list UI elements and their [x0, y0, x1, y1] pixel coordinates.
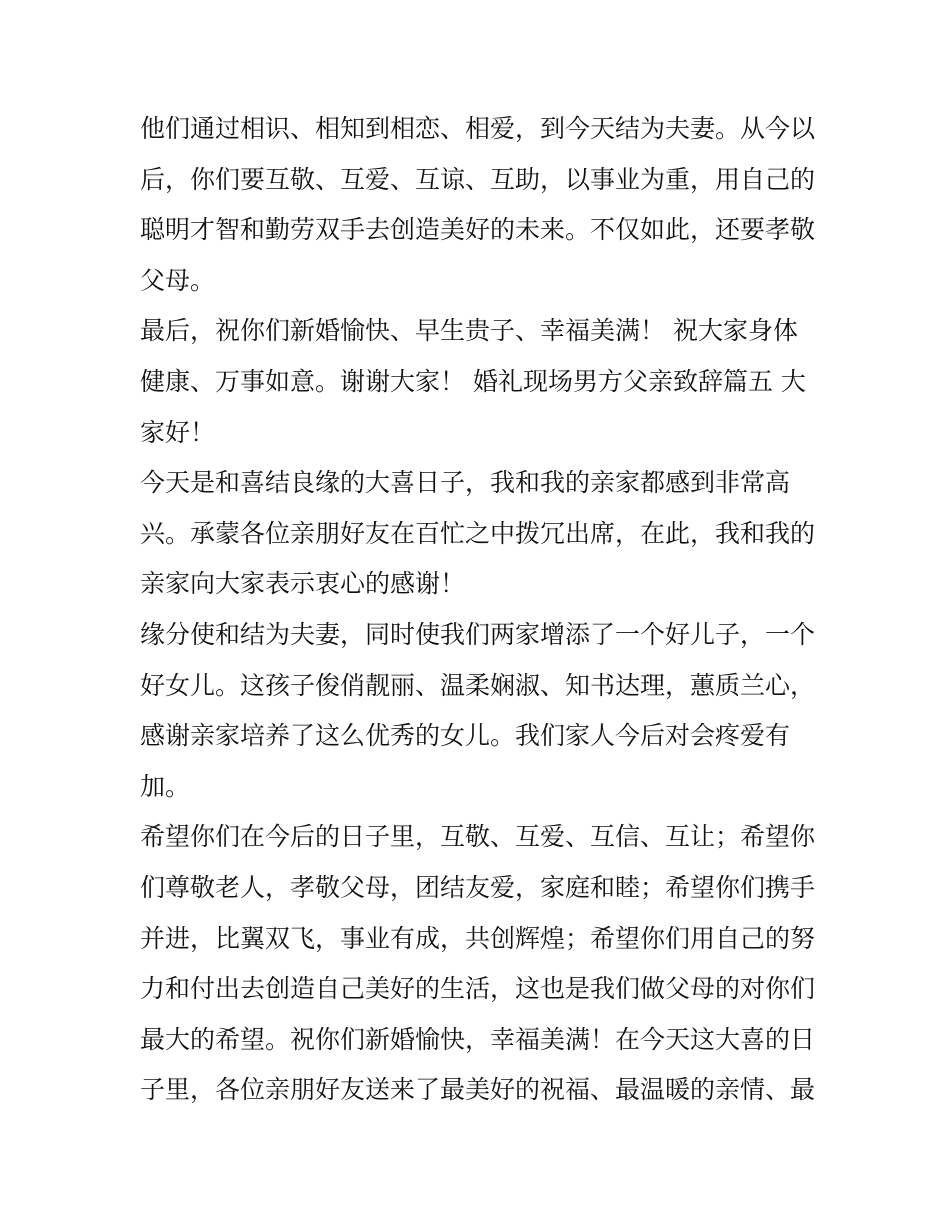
- text-line: 希望你们在今后的日子里，互敬、互爱、互信、互让；希望你: [140, 822, 816, 852]
- text-line: 加。: [140, 771, 191, 801]
- text-line: 最大的希望。祝你们新婚愉快，幸福美满！在今天这大喜的日: [140, 1024, 816, 1054]
- text-line: 今天是和喜结良缘的大喜日子，我和我的亲家都感到非常高: [140, 468, 791, 498]
- document-body: [140, 104, 820, 1116]
- text-line: 后，你们要互敬、互爱、互谅、互助，以事业为重，用自己的: [140, 164, 816, 194]
- text-line: 亲家向大家表示衷心的感谢！: [140, 569, 466, 599]
- text-line: 子里，各位亲朋好友送来了最美好的祝福、最温暖的亲情、最: [140, 1075, 816, 1105]
- text-line: 兴。承蒙各位亲朋好友在百忙之中拨冗出席，在此，我和我的: [140, 518, 816, 548]
- text-line: 缘分使和结为夫妻，同时使我们两家增添了一个好儿子，一个: [140, 619, 816, 649]
- text-line: 聪明才智和勤劳双手去创造美好的未来。不仅如此，还要孝敬: [140, 215, 816, 245]
- text-line: 力和付出去创造自己美好的生活，这也是我们做父母的对你们: [140, 974, 816, 1004]
- text-line: 父母。: [140, 265, 216, 295]
- text-line: 们尊敬老人，孝敬父母，团结友爱，家庭和睦；希望你们携手: [140, 872, 816, 902]
- text-line: 健康、万事如意。谢谢大家！ 婚礼现场男方父亲致辞篇五 大: [140, 366, 806, 396]
- text-line: 好女儿。这孩子俊俏靓丽、温柔娴淑、知书达理，蕙质兰心，: [140, 670, 816, 700]
- text-line: 感谢亲家培养了这么优秀的女儿。我们家人今后对会疼爱有: [140, 721, 791, 751]
- text-line: 最后，祝你们新婚愉快、早生贵子、幸福美满！ 祝大家身体: [140, 316, 798, 346]
- text-line: 家好！: [140, 417, 216, 447]
- text-line: 他们通过相识、相知到相恋、相爱，到今天结为夫妻。从今以: [140, 114, 816, 143]
- text-line: 并进，比翼双飞，事业有成，共创辉煌；希望你们用自己的努: [140, 923, 816, 953]
